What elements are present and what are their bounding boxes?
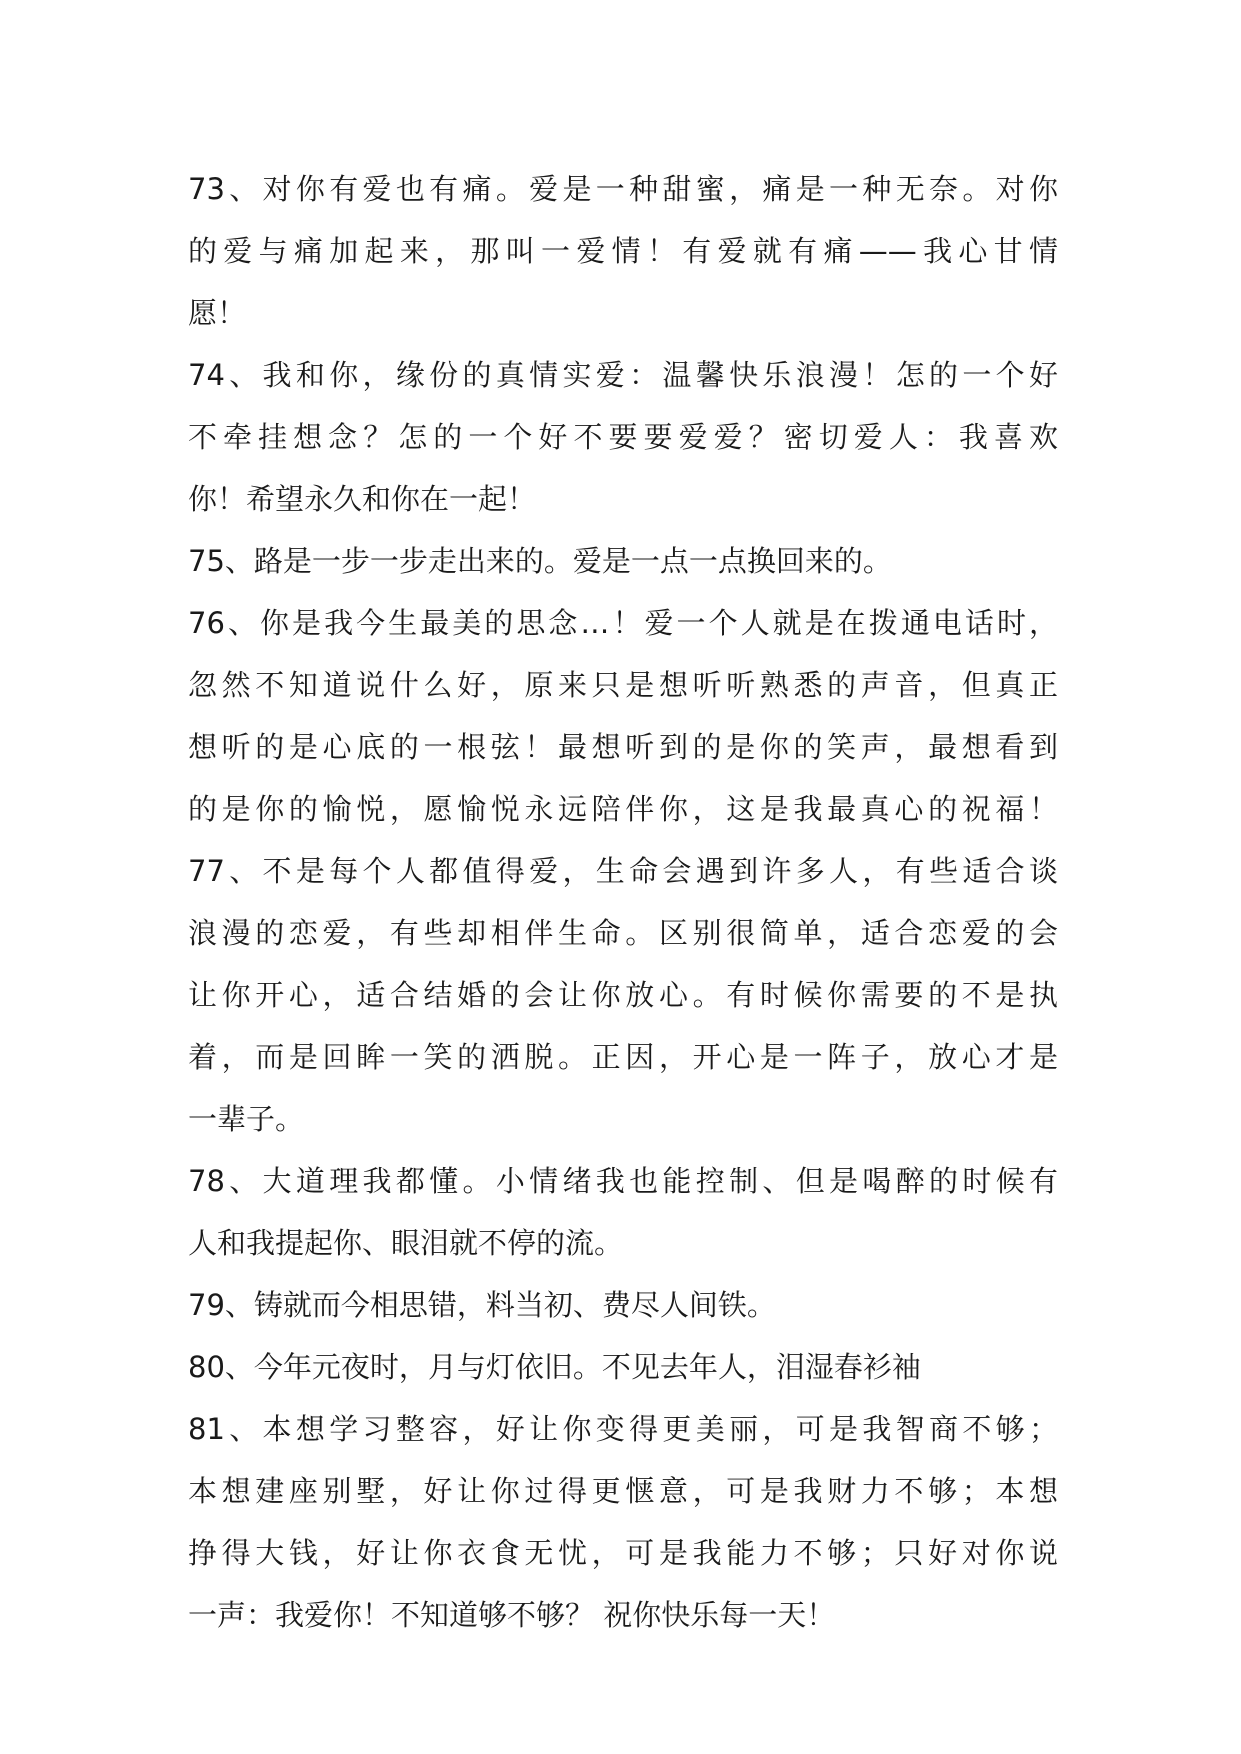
text-line: 80、今年元夜时，月与灯依旧。不见去年人，泪湿春衫袖 bbox=[188, 1350, 921, 1384]
text-line: 75、路是一步一步走出来的。爱是一点一点换回来的。 bbox=[188, 544, 892, 578]
text-line: 81、本想学习整容，好让你变得更美丽，可是我智商不够； bbox=[188, 1412, 1058, 1446]
text-line: 忽然不知道说什么好，原来只是想听听熟悉的声音，但真正 bbox=[188, 668, 1058, 702]
text-line: 79、铸就而今相思错，料当初、费尽人间铁。 bbox=[188, 1288, 776, 1322]
text-line: 本想建座别墅，好让你过得更惬意，可是我财力不够；本想 bbox=[188, 1474, 1058, 1508]
text-line: 78、大道理我都懂。小情绪我也能控制、但是喝醉的时候有 bbox=[188, 1164, 1058, 1198]
text-line: 74、我和你，缘份的真情实爱：温馨快乐浪漫！怎的一个好 bbox=[188, 358, 1058, 392]
text-line: 浪漫的恋爱，有些却相伴生命。区别很简单，适合恋爱的会 bbox=[188, 916, 1058, 950]
text-line: 一辈子。 bbox=[188, 1102, 305, 1136]
text-line: 的爱与痛加起来，那叫一爱情！有爱就有痛——我心甘情 bbox=[188, 234, 1058, 268]
text-line: 着，而是回眸一笑的洒脱。正因，开心是一阵子，放心才是 bbox=[188, 1040, 1058, 1074]
text-line: 你！希望永久和你在一起！ bbox=[188, 482, 537, 516]
text-line: 不牵挂想念？怎的一个好不要要爱爱？密切爱人：我喜欢 bbox=[188, 420, 1058, 454]
text-line: 愿！ bbox=[188, 296, 247, 330]
text-line: 76、你是我今生最美的思念…！爱一个人就是在拨通电话时， bbox=[188, 606, 1058, 640]
text-line: 想听的是心底的一根弦！最想听到的是你的笑声，最想看到 bbox=[188, 730, 1058, 764]
document-body bbox=[188, 158, 1058, 1646]
text-line: 挣得大钱，好让你衣食无忧，可是我能力不够；只好对你说 bbox=[188, 1536, 1058, 1570]
text-line: 77、不是每个人都值得爱，生命会遇到许多人，有些适合谈 bbox=[188, 854, 1058, 888]
text-line: 的是你的愉悦，愿愉悦永远陪伴你，这是我最真心的祝福！ bbox=[188, 792, 1058, 826]
text-line: 让你开心，适合结婚的会让你放心。有时候你需要的不是执 bbox=[188, 978, 1058, 1012]
text-line: 人和我提起你、眼泪就不停的流。 bbox=[188, 1226, 624, 1260]
text-line: 73、对你有爱也有痛。爱是一种甜蜜，痛是一种无奈。对你 bbox=[188, 172, 1058, 206]
text-line: 一声：我爱你！不知道够不够？ 祝你快乐每一天！ bbox=[188, 1598, 836, 1632]
